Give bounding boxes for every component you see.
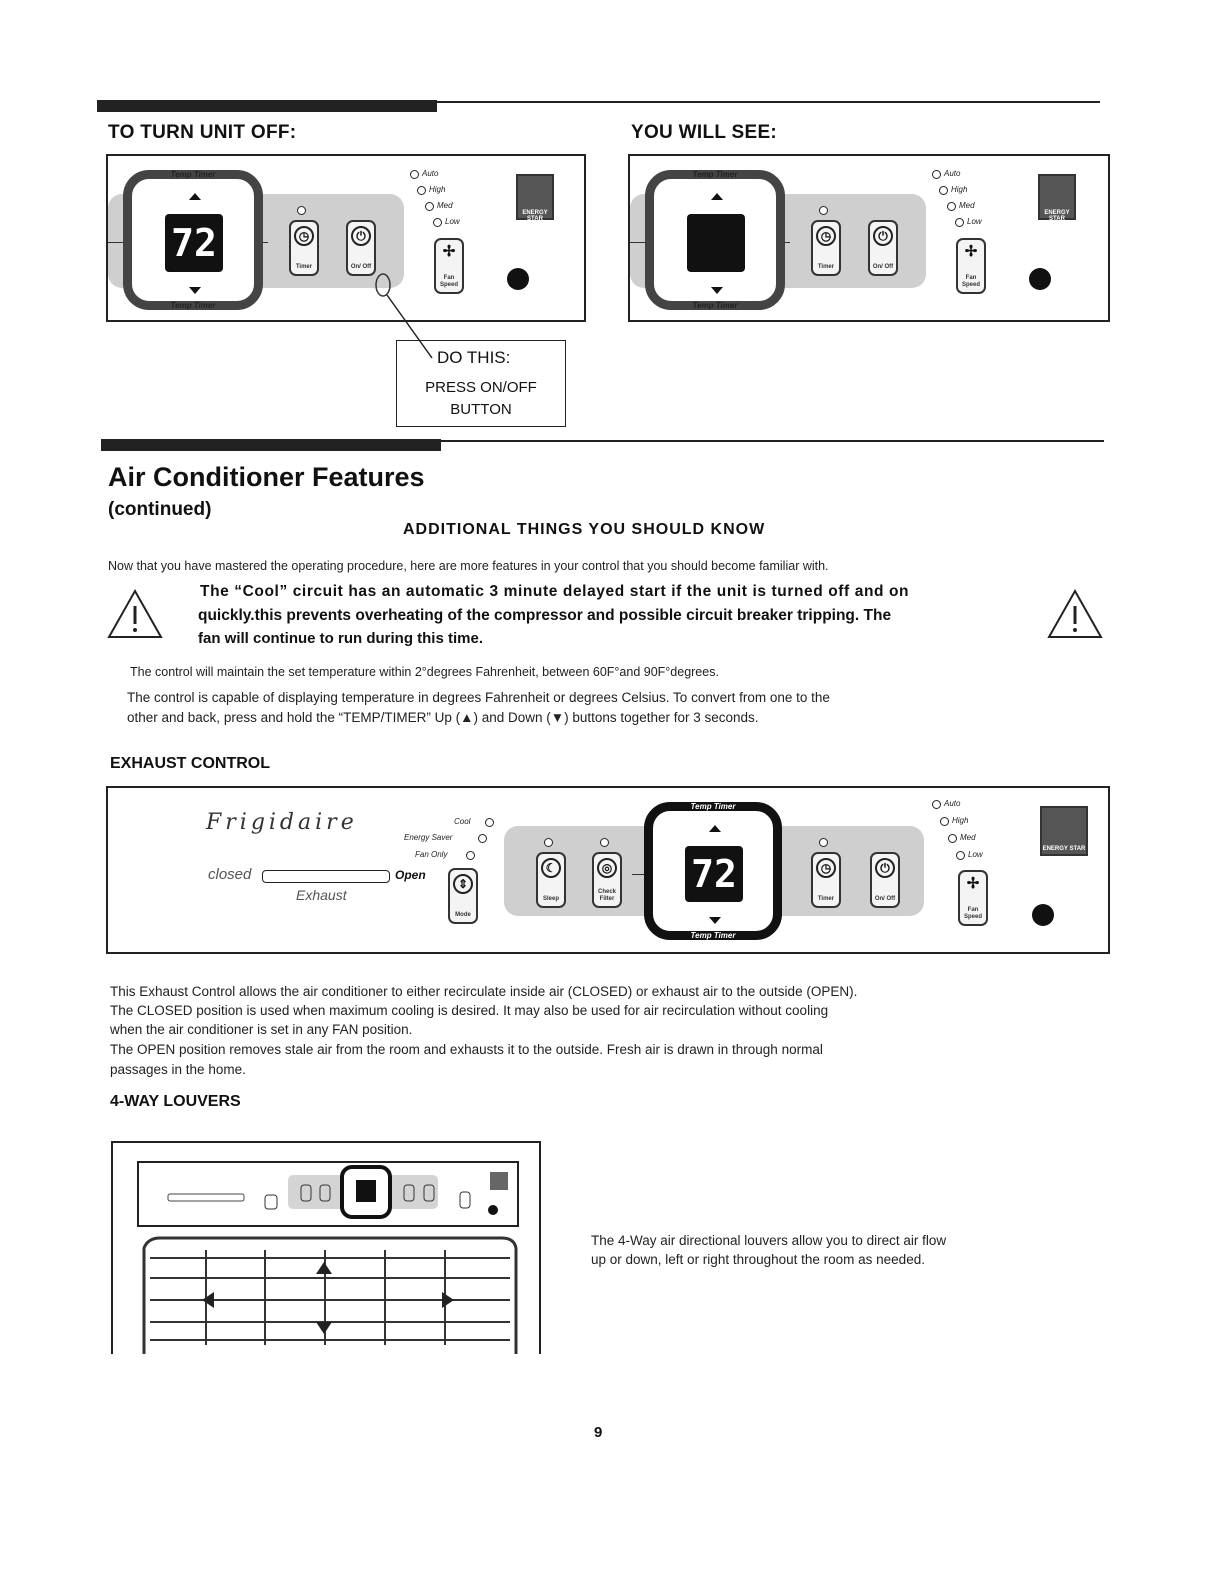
louvers-line2: up or down, left or right throughout the room as needed. xyxy=(591,1252,925,1267)
temp-timer-label-top: Temp Timer xyxy=(170,170,216,179)
louvers-heading: 4-WAY LOUVERS xyxy=(110,1093,241,1110)
mode-label-fan-only: Fan Only xyxy=(415,850,448,859)
mode-led-cool xyxy=(485,818,494,827)
timer-button-label: Timer xyxy=(817,264,835,270)
temp-up-arrow-icon[interactable] xyxy=(711,193,723,200)
speed-led-low xyxy=(955,218,964,227)
sleep-button-label: Sleep xyxy=(542,896,559,902)
sleep-led xyxy=(544,838,553,847)
temp-timer-label-top: Temp Timer xyxy=(692,170,738,179)
convert-line1: The control is capable of displaying temperature in degrees Fahrenheit or degrees Celsius. To convert from one to the xyxy=(127,690,830,705)
temp-timer-label-top: Temp Timer xyxy=(690,802,736,811)
onoff-button-label: On/ Off xyxy=(872,264,894,270)
fan-icon: ✢ xyxy=(442,243,456,260)
speed-label-low: Low xyxy=(967,217,982,226)
mode-label-energy-saver: Energy Saver xyxy=(404,833,453,842)
fan-speed-button[interactable] xyxy=(958,870,988,926)
speed-led-auto xyxy=(932,800,941,809)
speed-led-med xyxy=(425,202,434,211)
section-rule-thin xyxy=(437,101,1100,103)
power-icon: ⏻ xyxy=(875,858,895,878)
exhaust-heading: EXHAUST CONTROL xyxy=(110,755,270,772)
speed-label-med: Med xyxy=(960,833,976,842)
speed-label-high: High xyxy=(429,185,446,194)
sleep-button[interactable] xyxy=(536,852,566,908)
speed-label-auto: Auto xyxy=(422,169,439,178)
energy-star-logo: ENERGY STAR xyxy=(516,174,554,220)
filter-icon: ◎ xyxy=(597,858,617,878)
onoff-button-label: On/ Off xyxy=(350,264,372,270)
mode-led-fan-only xyxy=(466,851,475,860)
timer-button[interactable] xyxy=(289,220,319,276)
exhaust-line1: This Exhaust Control allows the air conditioner to either recirculate inside air (CLOSED) or exhaust air to the outside (OPEN). xyxy=(110,984,858,999)
timer-button-label: Timer xyxy=(817,896,835,902)
speed-led-auto xyxy=(410,170,419,179)
onoff-button[interactable] xyxy=(870,852,900,908)
temperature-display: 72 xyxy=(685,846,743,902)
speed-led-high xyxy=(417,186,426,195)
do-this-callout xyxy=(396,340,566,427)
timer-led xyxy=(297,206,306,215)
section-subtitle: (continued) xyxy=(108,499,212,520)
section-rule-thick xyxy=(101,439,441,451)
speed-led-med xyxy=(947,202,956,211)
mode-updown-icon: ⇕ xyxy=(453,874,473,894)
louver-unit-illustration xyxy=(110,1140,542,1354)
mode-led-energy-saver xyxy=(478,834,487,843)
indicator-dot xyxy=(1032,904,1054,926)
temp-timer-ring xyxy=(644,802,782,940)
indicator-dot xyxy=(1029,268,1051,290)
temp-timer-label-bottom: Temp Timer xyxy=(692,301,738,310)
speed-led-high xyxy=(940,817,949,826)
temp-up-arrow-icon[interactable] xyxy=(709,825,721,832)
speed-label-low: Low xyxy=(445,217,460,226)
blank-display xyxy=(687,214,745,272)
speed-led-auto xyxy=(932,170,941,179)
warning-icon xyxy=(1046,588,1104,640)
timer-button-label: Timer xyxy=(295,264,313,270)
mode-button[interactable] xyxy=(448,868,478,924)
onoff-button-label: On/ Off xyxy=(874,896,896,902)
moon-icon: ☾ xyxy=(541,858,561,878)
speed-led-low xyxy=(433,218,442,227)
mode-label-cool: Cool xyxy=(454,817,471,826)
speed-led-high xyxy=(939,186,948,195)
warning-icon xyxy=(106,588,164,640)
section-title: Air Conditioner Features xyxy=(108,462,425,492)
exhaust-slider-track[interactable] xyxy=(262,870,390,883)
timer-led xyxy=(819,838,828,847)
fan-speed-label: Fan Speed xyxy=(961,275,980,288)
temp-timer-label-bottom: Temp Timer xyxy=(170,301,216,310)
speed-label-auto: Auto xyxy=(944,169,961,178)
onoff-button[interactable] xyxy=(346,220,376,276)
exhaust-open-label: Open xyxy=(395,868,426,882)
fan-icon: ✢ xyxy=(966,875,980,892)
speed-led-low xyxy=(956,851,965,860)
fan-speed-button[interactable] xyxy=(956,238,986,294)
temp-timer-label-bottom: Temp Timer xyxy=(690,931,736,940)
exhaust-label: Exhaust xyxy=(296,887,347,903)
full-control-panel xyxy=(106,786,1110,954)
additional-heading: ADDITIONAL THINGS YOU SHOULD KNOW xyxy=(403,521,766,538)
speed-label-auto: Auto xyxy=(944,799,961,808)
mode-button-label: Mode xyxy=(455,912,471,918)
timer-icon: ◷ xyxy=(816,226,836,246)
timer-button[interactable] xyxy=(811,220,841,276)
temp-down-arrow-icon[interactable] xyxy=(711,287,723,294)
louvers-line1: The 4-Way air directional louvers allow you to direct air flow xyxy=(591,1233,947,1248)
do-this-line2: BUTTON xyxy=(450,401,512,418)
energy-star-logo: ENERGY STAR xyxy=(1040,806,1088,856)
check-filter-button[interactable] xyxy=(592,852,622,908)
temp-note: The control will maintain the set temperature within 2°degrees Fahrenheit, between 60F°and 90F°degrees. xyxy=(130,665,719,679)
speed-led-med xyxy=(948,834,957,843)
turn-off-heading: TO TURN UNIT OFF: xyxy=(108,122,297,143)
exhaust-line2: The CLOSED position is used when maximum cooling is desired. It may also be used for air recirculation without cooling xyxy=(110,1003,829,1018)
exhaust-line5: passages in the home. xyxy=(110,1062,246,1077)
speed-label-high: High xyxy=(951,185,968,194)
temp-down-arrow-icon[interactable] xyxy=(189,287,201,294)
timer-icon: ◷ xyxy=(816,858,836,878)
warning-line1: The “Cool” circuit has an automatic 3 minute delayed start if the unit is turned off and on xyxy=(200,583,910,600)
timer-led xyxy=(819,206,828,215)
fan-speed-label: Fan Speed xyxy=(963,907,982,920)
section-rule-thin xyxy=(441,440,1104,442)
speed-label-med: Med xyxy=(437,201,453,210)
fan-icon: ✢ xyxy=(964,243,978,260)
energy-star-logo: ENERGY STAR xyxy=(1038,174,1076,220)
timer-icon: ◷ xyxy=(294,226,314,246)
control-panel-after xyxy=(628,154,1110,322)
exhaust-closed-label: closed xyxy=(208,866,252,883)
power-icon: ⏻ xyxy=(351,226,371,246)
check-filter-led xyxy=(600,838,609,847)
speed-label-low: Low xyxy=(968,850,983,859)
do-this-line1: PRESS ON/OFF xyxy=(425,379,537,396)
power-icon: ⏻ xyxy=(873,226,893,246)
exhaust-line3: when the air conditioner is set in any FAN position. xyxy=(110,1022,413,1037)
page-number: 9 xyxy=(594,1424,603,1441)
speed-label-high: High xyxy=(952,816,969,825)
you-will-see-heading: YOU WILL SEE: xyxy=(631,122,778,143)
frigidaire-logo: Frigidaire xyxy=(206,810,358,835)
control-panel-before xyxy=(106,154,586,322)
timer-button[interactable] xyxy=(811,852,841,908)
temp-down-arrow-icon[interactable] xyxy=(709,917,721,924)
section-rule-thick xyxy=(97,100,437,112)
intro-text: Now that you have mastered the operating procedure, here are more features in your control that you should become familiar with. xyxy=(108,559,829,573)
warning-line3: fan will continue to run during this time. xyxy=(198,630,483,647)
temp-timer-ring xyxy=(645,170,785,310)
convert-line2: other and back, press and hold the “TEMP/TIMER” Up (▲) and Down (▼) buttons together for 3 seconds. xyxy=(127,710,759,725)
warning-line2: quickly.this prevents overheating of the compressor and possible circuit breaker tripping. The xyxy=(198,607,892,624)
check-filter-label: Check Filter xyxy=(597,889,616,902)
speed-label-med: Med xyxy=(959,201,975,210)
do-this-title: DO THIS: xyxy=(437,348,511,367)
temperature-display: 72 xyxy=(165,214,223,272)
exhaust-line4: The OPEN position removes stale air from the room and exhausts it to the outside. Fresh air is drawn in through normal xyxy=(110,1042,823,1057)
temp-timer-ring xyxy=(123,170,263,310)
fan-speed-label: Fan Speed xyxy=(439,275,458,288)
indicator-dot xyxy=(507,268,529,290)
temp-up-arrow-icon[interactable] xyxy=(189,193,201,200)
onoff-button[interactable] xyxy=(868,220,898,276)
